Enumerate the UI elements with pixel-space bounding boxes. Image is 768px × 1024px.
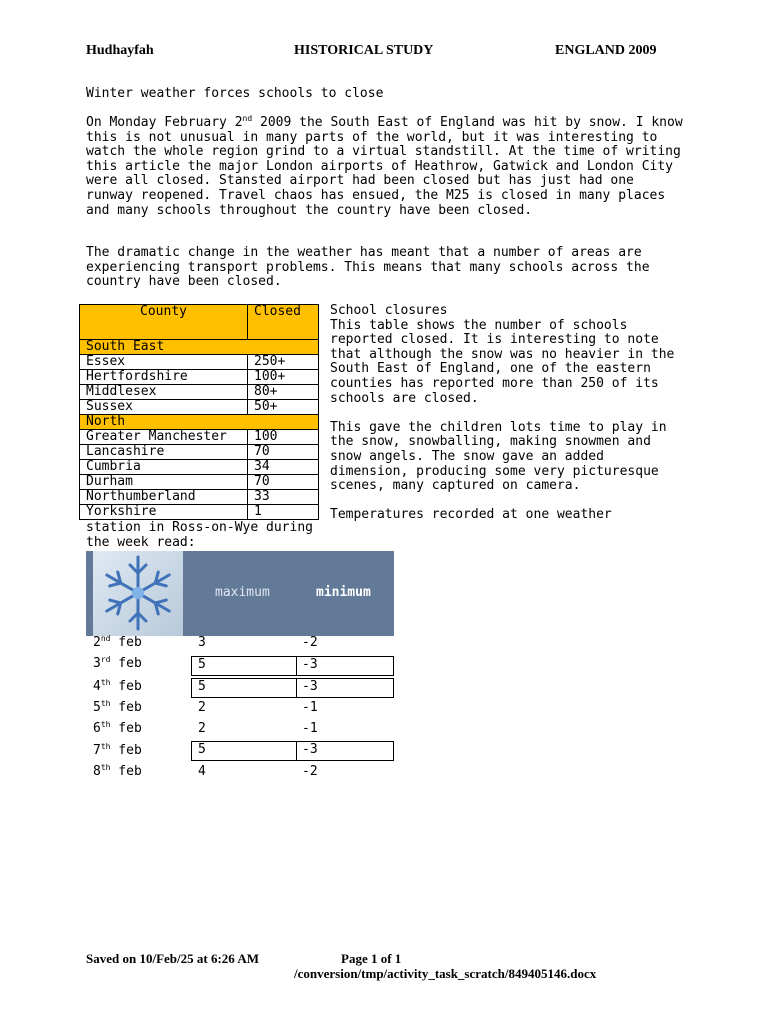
header-title: HISTORICAL STUDY: [294, 43, 434, 58]
county-name: Durham: [80, 475, 248, 490]
temp-max: 5: [198, 742, 206, 757]
table-row: [80, 355, 319, 370]
county-closed: 34: [248, 460, 319, 475]
side-text: [330, 304, 690, 523]
row-box: [191, 678, 394, 698]
region-row-south-east: [80, 340, 319, 355]
temp-row-date: 4th feb: [93, 678, 142, 694]
temperature-table-header: [86, 551, 394, 636]
temp-row-date: 2nd feb: [93, 634, 142, 650]
county-name: Yorkshire: [80, 505, 248, 520]
region-label: North: [80, 415, 319, 430]
table-row: [80, 385, 319, 400]
side-paragraph-1: This table shows the number of schools reported closed. It is interesting to note that although the snow was no heavier in the South East of England, one of the eastern counties has reported more than 250 of its schools are closed.: [330, 317, 675, 406]
table-row: [80, 475, 319, 490]
header-county: County: [80, 305, 248, 340]
snowflake-image: [93, 551, 183, 636]
county-closed: 33: [248, 490, 319, 505]
county-closures-table: [79, 304, 319, 520]
temp-row-date: 7th feb: [93, 742, 142, 758]
row-box: [191, 699, 394, 719]
table-row: [80, 505, 319, 520]
row-box: [191, 720, 394, 740]
county-closed: 50+: [248, 400, 319, 415]
county-table-header: [80, 305, 319, 340]
side-paragraph-2: This gave the children lots time to play in the snow, snowballing, making snowmen and snow angels. The snow gave an added dimension, producing some very picturesque scenes, many captured on camera.: [330, 419, 667, 494]
county-name: Sussex: [80, 400, 248, 415]
county-closed: 1: [248, 505, 319, 520]
p1-start: On Monday February 2: [86, 115, 243, 130]
snowflake-icon: [93, 551, 183, 636]
col-minimum: minimum: [316, 585, 371, 600]
temp-max: 3: [198, 635, 206, 650]
county-name: Essex: [80, 355, 248, 370]
row-box: [191, 656, 394, 676]
county-closed: 100: [248, 430, 319, 445]
region-row-north: [80, 415, 319, 430]
article-paragraph-1: [86, 116, 686, 218]
p1-rest: 2009 the South East of England was hit by snow. I know this is not unusual in many parts of the world, but it was interesting to watch the whole region grind to a virtual standstill. At the time of writing this article the major London airports of Heathrow, Gatwick and London City were all closed. Stansted airport had been closed but has just had one runway reopened. Travel chaos has ensued, the M25 is closed in many places and many schools throughout the country have been closed.: [86, 115, 683, 218]
temp-max: 2: [198, 700, 206, 715]
side-paragraph-3-start: Temperatures recorded at one weather: [330, 507, 612, 523]
county-closed: 100+: [248, 370, 319, 385]
table-row: [80, 370, 319, 385]
county-name: Northumberland: [80, 490, 248, 505]
temp-max: 5: [198, 679, 206, 694]
temp-row-date: 3rd feb: [93, 655, 142, 671]
table-row: [80, 430, 319, 445]
temp-max: 2: [198, 721, 206, 736]
temp-max: 5: [198, 657, 206, 672]
county-name: Greater Manchester: [80, 430, 248, 445]
county-closed: 70: [248, 445, 319, 460]
article-paragraph-2: The dramatic change in the weather has meant that a number of areas are experiencing transport problems. This means that many schools across the country have been closed.: [86, 245, 650, 290]
row-box: [191, 741, 394, 761]
county-name: Lancashire: [80, 445, 248, 460]
footer-page: Page 1 of 1: [341, 951, 402, 966]
county-closed: 80+: [248, 385, 319, 400]
temp-min: -3: [302, 657, 318, 672]
side-heading: School closures: [330, 303, 448, 318]
temp-min: -1: [302, 721, 318, 736]
footer-path: /conversion/tmp/activity_task_scratch/849405146.docx: [294, 966, 597, 981]
temp-row-date: 5th feb: [93, 699, 142, 715]
temp-min: -3: [302, 742, 318, 757]
article-title: Winter weather forces schools to close: [86, 86, 384, 101]
temp-row-date: 6th feb: [93, 720, 142, 736]
header-closed: Closed: [248, 305, 319, 340]
table-row: [80, 490, 319, 505]
temp-row-date: 8th feb: [93, 763, 142, 779]
header-author: Hudhayfah: [86, 43, 154, 58]
temp-min: -3: [302, 679, 318, 694]
table-row: [80, 445, 319, 460]
county-name: Cumbria: [80, 460, 248, 475]
row-box: [191, 763, 394, 783]
p1-sup: nd: [242, 114, 253, 123]
row-box: [191, 634, 394, 654]
table-row: [80, 400, 319, 415]
temp-max: 4: [198, 764, 206, 779]
county-closed: 250+: [248, 355, 319, 370]
col-maximum: maximum: [215, 585, 270, 600]
header-topic: ENGLAND 2009: [555, 43, 657, 58]
table-row: [80, 460, 319, 475]
county-name: Middlesex: [80, 385, 248, 400]
temp-min: -2: [302, 635, 318, 650]
region-label: South East: [80, 340, 319, 355]
footer-saved: Saved on 10/Feb/25 at 6:26 AM: [86, 951, 259, 966]
county-name: Hertfordshire: [80, 370, 248, 385]
temp-min: -1: [302, 700, 318, 715]
side-paragraph-3-rest: station in Ross-on-Wye during the week read:: [86, 520, 313, 550]
temp-min: -2: [302, 764, 318, 779]
county-closed: 70: [248, 475, 319, 490]
